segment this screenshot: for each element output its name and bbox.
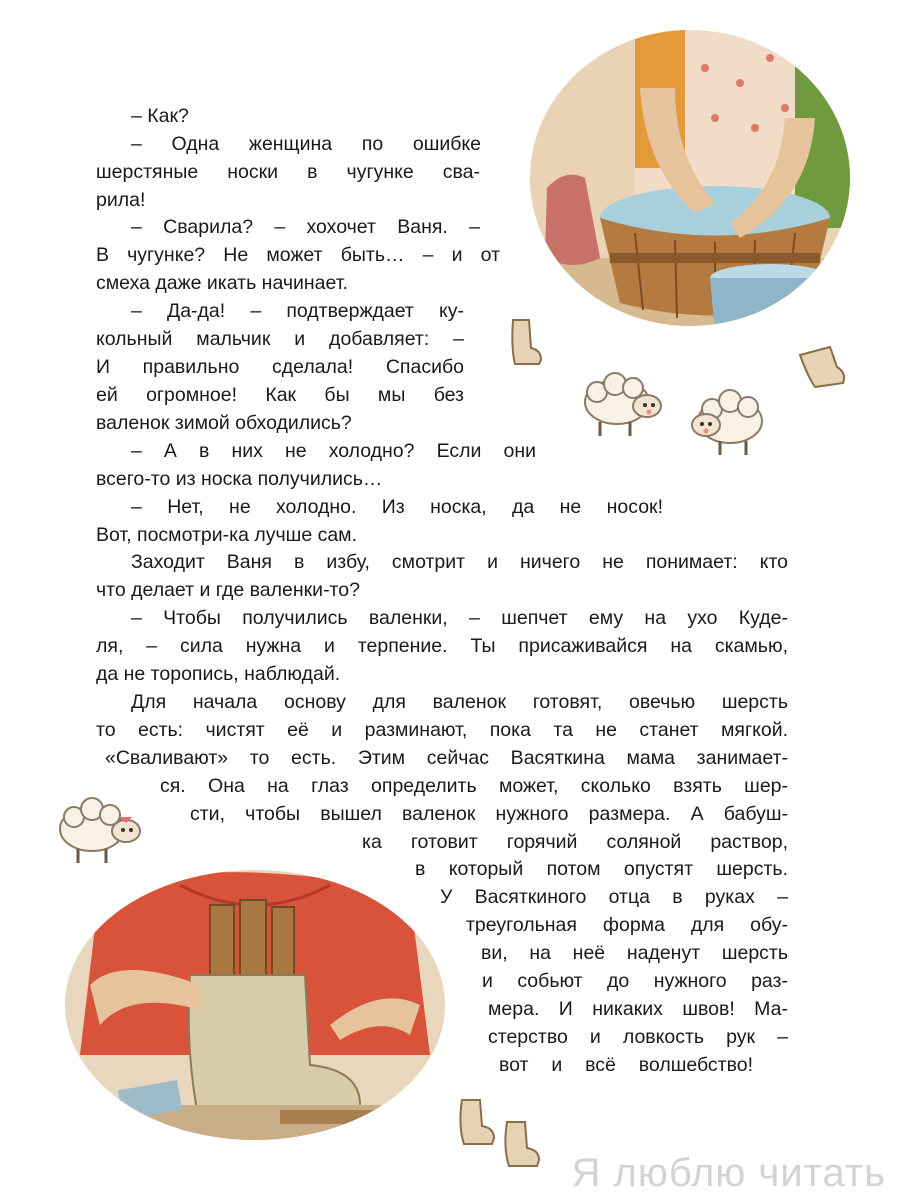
text-line: «Сваливают» то есть. Этим сейчас Васяткина мама занимает- <box>105 747 788 769</box>
felt-boot-icon <box>795 345 850 390</box>
text-line: Заходит Ваня в избу, смотрит и ничего не понимает: кто <box>131 551 788 573</box>
text-line: Для начала основу для валенок готовят, овечью шерсть <box>131 691 788 713</box>
text-line: рила! <box>96 189 146 211</box>
text-line: в который потом опустят шерсть. <box>415 858 788 880</box>
text-line: ля, – сила нужна и терпение. Ты присаживайся на скамью, <box>96 635 788 657</box>
text-line: вот и всё волшебство! <box>499 1054 753 1076</box>
text-line: ви, на неё наденут шерсть <box>481 942 788 964</box>
text-line: да не торопись, наблюдай. <box>96 663 341 685</box>
text-line: – Нет, не холодно. Из носка, да не носок! <box>131 496 663 518</box>
sheep-icon <box>575 370 670 440</box>
text-line: всего-то из носка получились… <box>96 468 383 490</box>
text-line: – А в них не холодно? Если они <box>131 440 536 462</box>
felt-boot-maker-illustration <box>60 865 450 1145</box>
text-line: В чугунке? Не может быть… – и от <box>96 244 500 266</box>
text-line: У Васяткиного отца в руках – <box>440 886 788 908</box>
text-line: – Сварила? – хохочет Ваня. – <box>131 216 480 238</box>
text-line: кольный мальчик и добавляет: – <box>96 328 464 350</box>
text-line: – Одна женщина по ошибке <box>131 133 481 155</box>
sheep-icon <box>50 795 150 867</box>
text-line: сти, чтобы вышел валенок нужного размера. А бабуш- <box>190 803 788 825</box>
text-line: И правильно сделала! Спасибо <box>96 356 464 378</box>
felt-boot-icon <box>505 318 545 368</box>
text-line: стерство и ловкость рук – <box>488 1026 788 1048</box>
text-line: то есть: чистят её и разминают, пока та не станет мягкой. <box>96 719 788 741</box>
watermark: Я люблю читать <box>571 1151 886 1195</box>
text-line: – Как? <box>131 105 189 127</box>
text-line: валенок зимой обходились? <box>96 412 352 434</box>
sheep-icon <box>680 385 775 460</box>
text-line: шерстяные носки в чугунке сва- <box>96 161 480 183</box>
text-line: – Да-да! – подтверждает ку- <box>131 300 464 322</box>
washing-tub-illustration <box>525 28 855 328</box>
text-line: и собьют до нужного раз- <box>482 970 788 992</box>
text-line: ей огромное! Как бы мы без <box>96 384 464 406</box>
text-line: – Чтобы получились валенки, – шепчет ему на ухо Куде- <box>131 607 788 629</box>
text-line: ся. Она на глаз определить может, сколько взять шер- <box>160 775 788 797</box>
text-line: смеха даже икать начинает. <box>96 272 348 294</box>
text-line: мера. И никаких швов! Ма- <box>488 998 788 1020</box>
text-line: треугольная форма для обу- <box>466 914 788 936</box>
text-line: ка готовит горячий соляной раствор, <box>362 831 788 853</box>
text-line: Вот, посмотри-ка лучше сам. <box>96 524 358 546</box>
felt-boot-icon <box>452 1098 497 1148</box>
text-line: что делает и где валенки-то? <box>96 579 360 601</box>
felt-boot-icon <box>497 1120 542 1170</box>
